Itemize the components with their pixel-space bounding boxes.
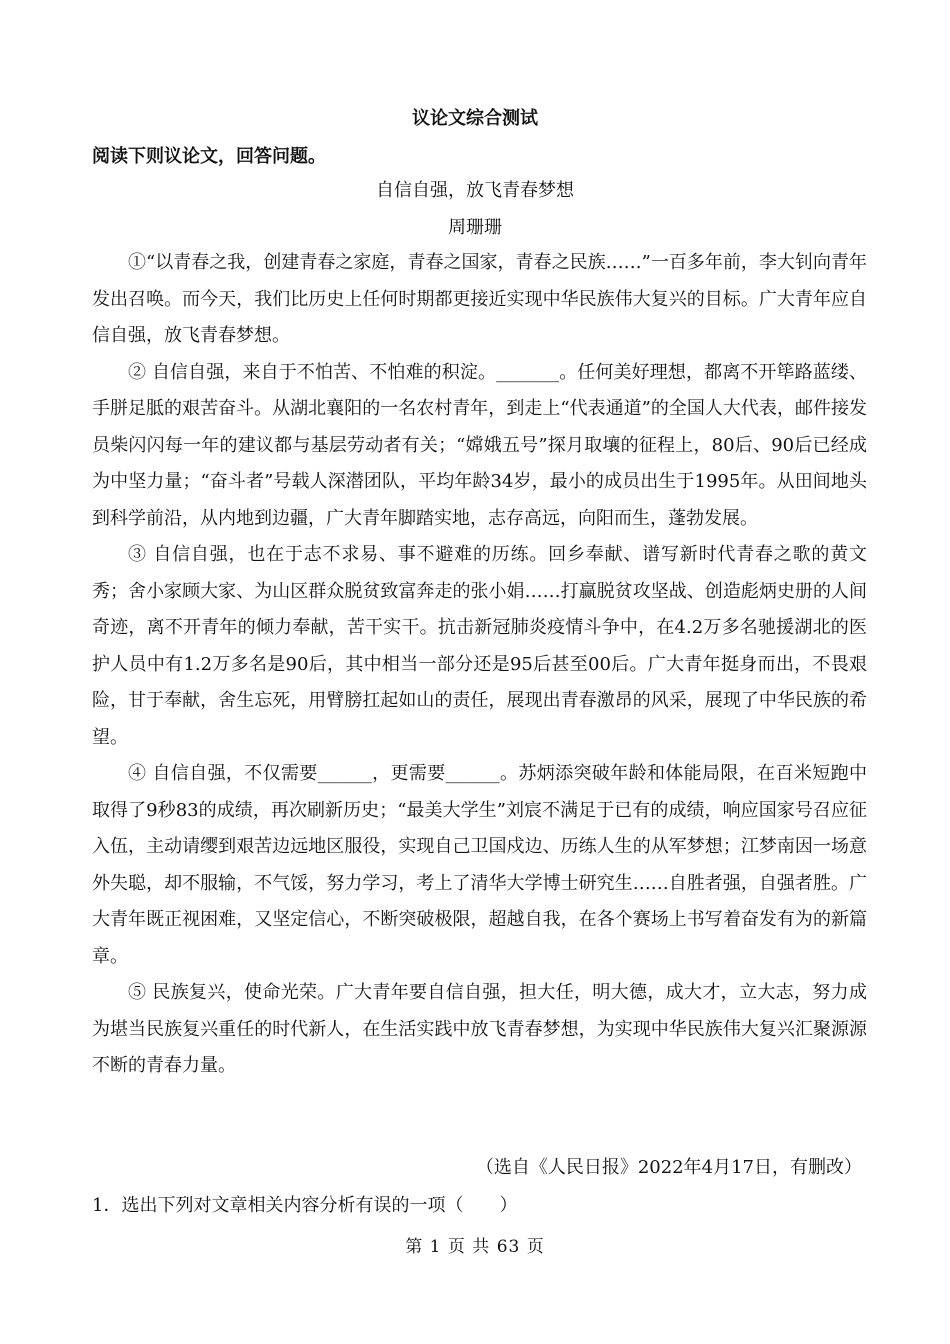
paragraph-3: ③ 自信自强，也在于志不求易、事不避难的历练。回乡奉献、谱写新时代青春之歌的黄文秀；舍小家顾大家、为山区群众脱贫致富奔走的张小娟……打赢脱贫攻坚战、创造彪炳史册的人间奇迹，离不开青年的倾力奉献，苦干实干。抗击新冠肺炎疫情斗争中，在4.2万多名驰援湖北的医护人员中有1.2万多名是90后，其中相当一部分还是95后甚至00后。广大青年挺身而出，不畏艰险，甘于奉献，舍生忘死，用臂膀扛起如山的责任，展现出青春激昂的风采，展现了中华民族的希望。 <box>92 544 867 748</box>
page-footer: 第 1 页 共 63 页 <box>405 1237 545 1257</box>
article-title: 自信自强，放飞青春梦想 <box>376 180 574 201</box>
question-1: 1．选出下列对文章相关内容分析有误的一项（ ） <box>92 1195 518 1216</box>
article-author: 周珊珊 <box>448 217 502 238</box>
paragraph-5: ⑤ 民族复兴，使命光荣。广大青年要自信自强，担大任，明大德，成大才，立大志，努力成为堪当民族复兴重任的时代新人，在生活实践中放飞青春梦想，为实现中华民族伟大复兴汇聚源源不断的青春力量。 <box>92 982 867 1076</box>
paragraph-4: ④ 自信自强，不仅需要______，更需要______。苏炳添突破年龄和体能局限，在百米短跑中取得了9秒83的成绩，再次刷新历史；“最美大学生”刘宸不满足于已有的成绩，响应国家号召应征入伍，主动请缨到艰苦边远地区服役，实现自己卫国戍边、历练人生的从军梦想；江梦南因一场意外失聪，却不服输，不气馁，努力学习，考上了清华大学博士研究生……自胜者强，自强者胜。广大青年既正视困难，又坚定信心，不断突破极限，超越自我，在各个赛场上书写着奋发有为的新篇章。 <box>92 763 867 967</box>
article-body <box>92 245 867 1085</box>
paragraph-1: ①“以青春之我，创建青春之家庭，青春之国家，青春之民族……”一百多年前，李大钊向青年发出召唤。而今天，我们比历史上任何时期都更接近实现中华民族伟大复兴的目标。广大青年应自信自强，放飞青春梦想。 <box>92 252 867 346</box>
paragraph-2: ② 自信自强，来自于不怕苦、不怕难的积淀。_______。任何美好理想，都离不开筚路蓝缕、手胼足胝的艰苦奋斗。从湖北襄阳的一名农村青年，到走上“代表通道”的全国人大代表，邮件接发员柴闪闪每一年的建议都与基层劳动者有关；“嫦娥五号”探月取壤的征程上，80后、90后已经成为中坚力量；“奋斗者”号载人深潜团队，平均年龄34岁，最小的成员出生于1995年。从田间地头到科学前沿，从内地到边疆，广大青年脚踏实地，志存高远，向阳而生，蓬勃发展。 <box>92 361 867 529</box>
reading-instruction: 阅读下则议论文，回答问题。 <box>92 146 326 167</box>
article-source: （选自《人民日报》2022年4月17日，有删改） <box>475 1157 862 1178</box>
document-title: 议论文综合测试 <box>412 108 538 129</box>
